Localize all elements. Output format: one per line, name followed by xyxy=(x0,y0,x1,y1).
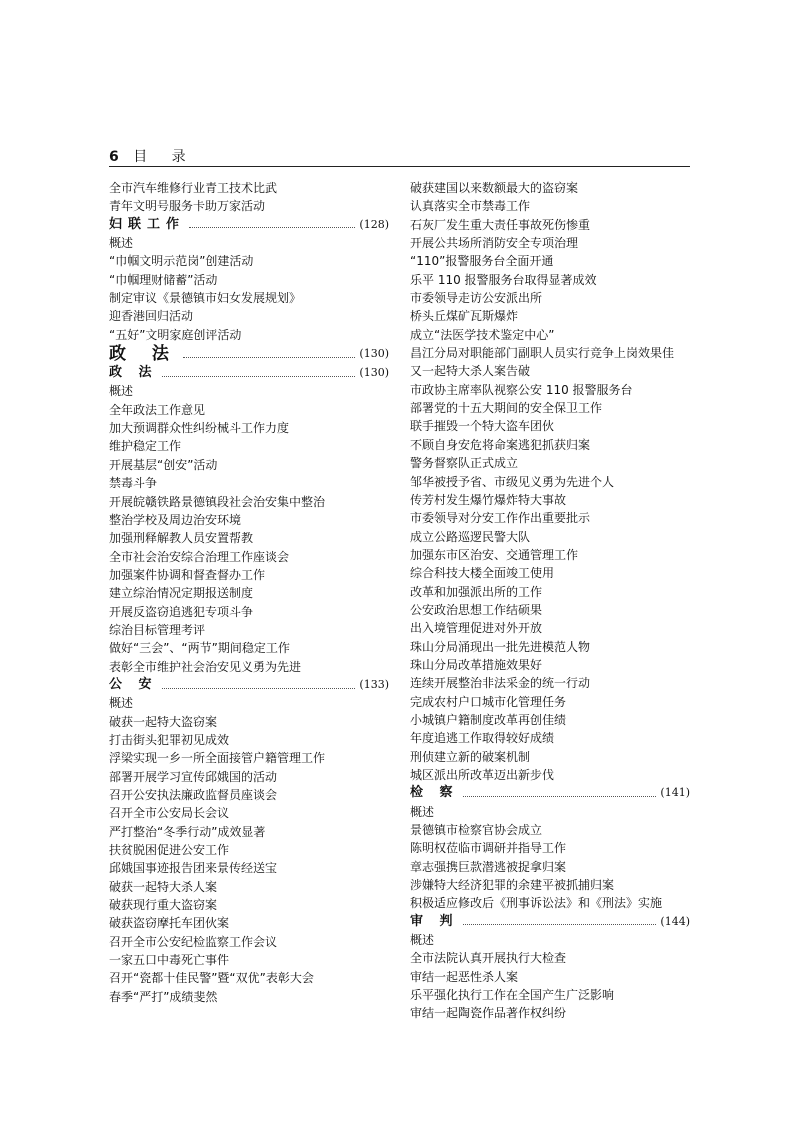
toc-entry: 浮梁实现一乡一所全面接管户籍管理工作 xyxy=(109,751,326,766)
toc-entry: 召开全市公安局长会议 xyxy=(109,806,230,821)
toc-entry: 审结一起陶瓷作品著作权纠纷 xyxy=(410,1006,567,1021)
toc-entry: 公安政治思想工作结硕果 xyxy=(410,602,543,617)
toc-entry: 整治学校及周边治安环境 xyxy=(109,512,242,527)
toc-entry: 严打整治“冬季行动”成效显著 xyxy=(109,824,266,839)
leader-dots xyxy=(463,924,657,925)
toc-entry: 涉嫌特大经济犯罪的余建平被抓捕归案 xyxy=(410,878,615,893)
leader-dots xyxy=(162,376,356,377)
toc-entry: 概述 xyxy=(410,933,435,948)
section-page-number: (144) xyxy=(660,914,690,928)
toc-entry: 邹华被授予省、市级见义勇为先进个人 xyxy=(410,474,615,489)
toc-entry: 章志强携巨款潜逃被捉拿归案 xyxy=(410,859,567,874)
toc-entry: 刑侦建立新的破案机制 xyxy=(410,749,531,764)
page-number: 6 xyxy=(109,149,119,165)
toc-entry: 城区派出所改革迈出新步伐 xyxy=(410,768,555,782)
toc-entry: 开展基层“创安”活动 xyxy=(109,457,218,472)
toc-entry: 认真落实全市禁毒工作 xyxy=(410,199,531,214)
toc-section-heading xyxy=(410,784,690,802)
toc-entry: 昌江分局对职能部门副职人员实行竞争上岗效果佳 xyxy=(410,346,675,361)
toc-entry: 概述 xyxy=(109,236,134,251)
toc-entry: 概述 xyxy=(109,696,134,711)
toc-entry: 概述 xyxy=(109,384,134,399)
toc-entry: 联手摧毁一个特大盗车团伙 xyxy=(410,419,555,434)
toc-section-heading xyxy=(109,216,389,234)
section-page-number: (128) xyxy=(359,217,389,231)
toc-entry: 全市社会治安综合治理工作座谈会 xyxy=(109,549,290,564)
toc-entry: 破获建国以来数额最大的盗窃案 xyxy=(410,181,579,195)
section-title: 检 察 xyxy=(410,785,459,801)
toc-entry: 制定审议《景德镇市妇女发展规划》 xyxy=(109,291,302,306)
toc-entry: 综治目标管理考评 xyxy=(109,622,206,637)
toc-section-heading xyxy=(410,913,690,931)
leader-dots xyxy=(189,227,355,228)
toc-entry: 市委领导对分安工作作出重要批示 xyxy=(410,511,591,526)
leader-dots xyxy=(463,796,657,797)
page-title: 目 录 xyxy=(133,149,196,165)
toc-entry: 积极适应修改后《刑事诉讼法》和《刑法》实施 xyxy=(410,896,663,911)
toc-entry: 加强刑释解教人员安置帮教 xyxy=(109,531,254,546)
section-title: 公 安 xyxy=(109,676,158,692)
toc-entry: “110”报警服务台全面开通 xyxy=(410,254,554,269)
leader-dots xyxy=(162,688,356,689)
toc-entry: “巾帼文明示范岗”创建活动 xyxy=(109,254,254,269)
toc-entry: 成立公路巡逻民警大队 xyxy=(410,529,531,544)
section-page-number: (141) xyxy=(660,786,690,800)
toc-entry: 破获现行重大盗窃案 xyxy=(109,898,218,913)
toc-entry: 加强案件协调和督查督办工作 xyxy=(109,567,266,582)
toc-entry: 开展皖赣铁路景德镇段社会治安集中整治 xyxy=(109,494,326,509)
toc-entry: 乐平强化执行工作在全国产生广泛影响 xyxy=(410,988,615,1003)
toc-column-left xyxy=(109,179,389,1006)
toc-entry: 出入境管理促进对外开放 xyxy=(410,621,543,636)
toc-entry: 珠山分局改革措施效果好 xyxy=(410,657,543,672)
toc-column-right xyxy=(410,179,690,1023)
section-title: 审 判 xyxy=(410,913,459,929)
section-title: 政 法 xyxy=(109,344,179,365)
toc-entry: 加强东市区治安、交通管理工作 xyxy=(410,547,579,562)
toc-entry: 年度追逃工作取得较好成绩 xyxy=(410,731,555,746)
toc-entry: 综合科技大楼全面竣工使用 xyxy=(410,566,555,581)
toc-entry: 概述 xyxy=(410,804,435,819)
leader-dots xyxy=(183,357,355,358)
toc-entry: 青年文明号服务卡助万家活动 xyxy=(109,199,266,214)
section-page-number: (130) xyxy=(359,347,389,361)
toc-entry: 珠山分局涌现出一批先进模范人物 xyxy=(410,639,591,654)
toc-entry: 不顾自身安危将命案逃犯抓获归案 xyxy=(410,437,591,452)
toc-entry: 市政协主席率队视察公安 110 报警服务台 xyxy=(410,382,633,397)
toc-entry: 破获盗窃摩托车团伙案 xyxy=(109,916,230,931)
toc-entry: 陈明权莅临市调研并指导工作 xyxy=(410,841,567,856)
toc-entry: 加大预调群众性纠纷械斗工作力度 xyxy=(109,421,290,436)
toc-section-heading xyxy=(109,676,389,694)
toc-entry: 开展公共场所消防安全专项治理 xyxy=(410,236,579,251)
toc-entry: 破获一起特大杀人案 xyxy=(109,879,218,894)
toc-entry: 一家五口中毒死亡事件 xyxy=(109,953,230,968)
toc-entry: 禁毒斗争 xyxy=(109,476,158,491)
toc-entry: 连续开展整治非法采金的统一行动 xyxy=(410,676,591,691)
toc-entry: 成立“法医学技术鉴定中心” xyxy=(410,327,555,342)
toc-entry: 全年政法工作意见 xyxy=(109,402,206,417)
toc-entry: 表彰全市维护社会治安见义勇为先进 xyxy=(109,659,302,674)
toc-entry: 警务督察队正式成立 xyxy=(410,456,519,471)
toc-entry: 邱娥国事迹报告团来景传经送宝 xyxy=(109,861,278,876)
toc-entry: 召开全市公安纪检监察工作会议 xyxy=(109,934,278,949)
toc-entry: 全市汽车维修行业青工技术比武 xyxy=(109,181,278,195)
toc-entry: 乐平 110 报警服务台取得显著成效 xyxy=(410,272,597,287)
toc-entry: 市委领导走访公安派出所 xyxy=(410,291,543,306)
toc-entry: 召开“瓷都十佳民警”暨“双优”表彰大会 xyxy=(109,971,314,986)
toc-entry: 维护稳定工作 xyxy=(109,439,182,454)
toc-entry: 审结一起恶性杀人案 xyxy=(410,969,519,984)
toc-section-heading xyxy=(109,344,389,364)
toc-entry: “五好”文明家庭创评活动 xyxy=(109,327,242,342)
section-title: 政 法 xyxy=(109,365,158,381)
toc-entry: 部署开展学习宣传邱娥国的活动 xyxy=(109,769,278,784)
section-page-number: (130) xyxy=(359,366,389,380)
toc-entry: 迎香港回归活动 xyxy=(109,309,194,324)
toc-entry: 桥头丘煤矿瓦斯爆炸 xyxy=(410,309,519,324)
toc-entry: 石灰厂发生重大责任事故死伤惨重 xyxy=(410,217,591,232)
toc-entry: 完成农村户口城市化管理任务 xyxy=(410,694,567,709)
toc-entry: “巾帼理财储蓄”活动 xyxy=(109,272,218,287)
toc-entry: 做好“三会”、“两节”期间稳定工作 xyxy=(109,641,290,656)
page-header xyxy=(109,146,690,167)
toc-entry: 破获一起特大盗窃案 xyxy=(109,714,218,729)
toc-entry: 建立综治情况定期报送制度 xyxy=(109,586,254,601)
toc-entry: 春季“严打”成绩斐然 xyxy=(109,989,218,1004)
toc-entry: 传芳村发生爆竹爆炸特大事故 xyxy=(410,492,567,507)
toc-entry: 又一起特大杀人案告破 xyxy=(410,364,531,379)
toc-entry: 召开公安执法廉政监督员座谈会 xyxy=(109,788,278,802)
toc-entry: 小城镇户籍制度改革再创佳绩 xyxy=(410,712,567,727)
toc-entry: 开展反盗窃追逃犯专项斗争 xyxy=(109,604,254,619)
toc-entry: 扶贫脱困促进公安工作 xyxy=(109,843,230,858)
toc-entry: 改革和加强派出所的工作 xyxy=(410,584,543,599)
toc-section-heading xyxy=(109,364,389,382)
section-page-number: (133) xyxy=(359,677,389,691)
toc-entry: 景德镇市检察官协会成立 xyxy=(410,823,543,838)
toc-entry: 打击街头犯罪初见成效 xyxy=(109,732,230,747)
section-title: 妇联工作 xyxy=(109,216,186,232)
toc-entry: 全市法院认真开展执行大检查 xyxy=(410,951,567,966)
toc-entry: 部署党的十五大期间的安全保卫工作 xyxy=(410,401,603,416)
